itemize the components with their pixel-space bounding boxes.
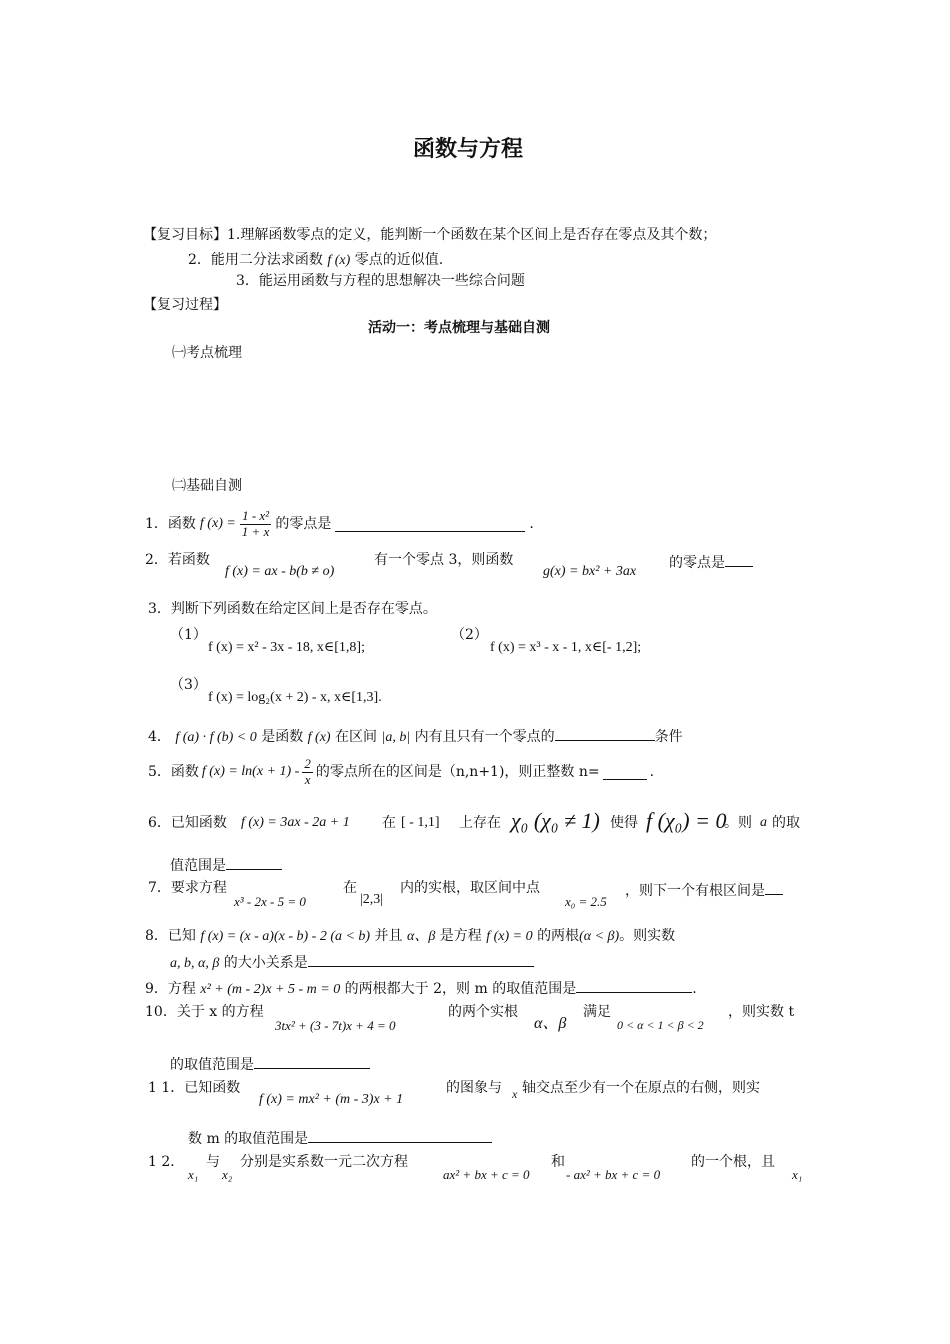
q12-math-4: - ax² + bx + c = 0 — [566, 1167, 661, 1182]
q3-label: 3．判断下列函数在给定区间上是否存在零点。 — [148, 601, 437, 617]
q7-tail — [625, 880, 783, 900]
q7-text-3: ，则下一个有根区间是 — [625, 883, 765, 899]
q11-math-1: f (x) = mx² + (m - 3)x + 1 — [259, 1092, 404, 1107]
q1-end: . — [529, 515, 534, 532]
q3-part-2-label: （2） — [451, 627, 488, 643]
q6-math-2: [ - 1,1] — [401, 815, 440, 830]
goals-line-1: 【复习目标】1.理解函数零点的定义，能判断一个函数在某个区间上是否存在零点及其个数； — [143, 227, 717, 243]
q5-fraction — [302, 757, 313, 788]
q12-math-2: x₂ — [222, 1167, 233, 1182]
q4-math-1: f (a) · f (b) < 0 — [175, 730, 257, 745]
q8-text-2: 是方程 — [439, 928, 482, 944]
q11-text-3: 数 m 的取值范围是 — [188, 1131, 309, 1147]
q8-text-1: 并且 — [374, 928, 403, 944]
q5-text: 的零点所在的区间是（n,n+1)，则正整数 n= — [315, 763, 600, 780]
q11-math-2: x — [512, 1087, 518, 1101]
q6-text-4: 。则 — [724, 815, 752, 831]
q8-answer-blank — [308, 952, 534, 967]
q3-part-3-label: （3） — [170, 677, 207, 693]
q8-text-5: 的大小关系是 — [223, 955, 308, 971]
goals-line-3: 3．能运用函数与方程的思想解决一些综合问题 — [236, 273, 525, 289]
q7-math-3: x₀ = 2.5 — [565, 894, 607, 909]
q8-math-2: α、β — [407, 929, 436, 944]
q12-text-4: 的一个根，且 — [691, 1154, 775, 1170]
q8-math-1: f (x) = (x - a)(x - b) - 2 (a < b) — [200, 929, 371, 944]
q11-text-2: 轴交点至少有一个在原点的右侧，则实 — [522, 1080, 760, 1096]
q9-math: x² + (m - 2)x + 5 - m = 0 — [200, 982, 341, 997]
q12-math-1: x₁ — [188, 1167, 199, 1182]
q3-part-2-math: f (x) = x³ - x - 1, x∈[- 1,2]; — [490, 640, 642, 655]
q7-text-1: 在 — [343, 880, 357, 896]
section-heading-1: ㈠考点梳理 — [172, 345, 242, 361]
q9-text: 的两根都大于 2，则 m 的取值范围是 — [344, 981, 577, 997]
q6-math-3: χ₀ (χ₀ ≠ 1) — [511, 808, 600, 833]
q1-answer-blank — [335, 517, 525, 532]
q1-math: f (x) = — [199, 515, 236, 531]
q2-math-2: g(x) = bx² + 3ax — [543, 564, 637, 579]
q7-math-2: |2,3| — [360, 892, 384, 907]
q8-text-4: 。则实数 — [619, 928, 676, 944]
activity-heading: 活动一：考点梳理与基础自测 — [368, 320, 550, 336]
q2-tail-text: 的零点是 — [669, 555, 725, 571]
q11-label: 1 1．已知函数 — [148, 1080, 241, 1096]
q2-math-1: f (x) = ax - b(b ≠ o) — [225, 564, 335, 579]
q6-text-3: 使得 — [610, 815, 638, 831]
q6-math-1: f (x) = 3ax - 2a + 1 — [241, 815, 350, 830]
q9-answer-blank — [576, 978, 692, 993]
q5-math: f (x) = ln(x + 1) - — [201, 763, 300, 779]
q5-answer-blank — [603, 765, 647, 780]
q1-numerator: 1 - x² — [242, 507, 270, 523]
q5-label: 5．函数 — [148, 763, 199, 780]
q6-text-1: 在 — [382, 815, 396, 831]
q7-text-2: 内的实根，取区间中点 — [400, 880, 540, 896]
q11-text-1: 的图象与 — [446, 1080, 502, 1096]
q6-math-4: f (χ₀) = 0 — [646, 808, 727, 833]
q8-label: 8．已知 — [145, 928, 196, 944]
q4-label: 4． — [148, 729, 171, 745]
q7-math-1: x³ - 2x - 5 = 0 — [234, 894, 306, 909]
q10-math-3: 0 < α < 1 < β < 2 — [617, 1018, 704, 1032]
q12-text-2: 分别是实系数一元二次方程 — [240, 1154, 408, 1170]
q10-text-4: 的取值范围是 — [170, 1057, 254, 1073]
q2-tail — [669, 552, 753, 572]
q6-line-2 — [170, 855, 282, 875]
q11-line-2 — [188, 1128, 492, 1148]
question-8 — [145, 928, 675, 946]
q4-text-3: 内有且只有一个零点的 — [414, 729, 555, 745]
question-5 — [148, 752, 654, 792]
process-heading: 【复习过程】 — [143, 297, 227, 313]
q10-math-1: 3tx² + (3 - 7t)x + 4 = 0 — [275, 1018, 396, 1033]
q3-part-1-label: （1） — [170, 627, 207, 643]
q9-end: . — [692, 981, 697, 997]
q7-answer-blank — [765, 880, 783, 895]
q6-answer-blank — [226, 855, 282, 870]
q4-text-1: 是函数 — [261, 729, 304, 745]
q12-math-5: x₁ — [792, 1167, 803, 1182]
q6-text-6: 值范围是 — [170, 858, 226, 874]
q12-text-1: 与 — [206, 1154, 220, 1170]
q5-denominator: x — [304, 771, 311, 787]
q7-label: 7．要求方程 — [148, 880, 227, 896]
q1-label: 1．函数 — [145, 515, 196, 532]
q10-label: 10．关于 x 的方程 — [145, 1004, 264, 1020]
q4-answer-blank — [555, 726, 655, 741]
section-heading-2: ㈡基础自测 — [172, 478, 242, 494]
q2-answer-blank — [725, 552, 753, 567]
q12-math-3: ax² + bx + c = 0 — [443, 1167, 530, 1182]
q10-line-2 — [170, 1054, 370, 1074]
q4-math-3: |a, b| — [381, 730, 411, 745]
q8-math-5: a, b, α, β — [170, 956, 220, 971]
q6-text-5: 的取 — [772, 815, 800, 831]
q8-line-2 — [170, 952, 534, 973]
q1-denominator: 1 + x — [241, 523, 270, 539]
q9-label: 9．方程 — [145, 981, 196, 997]
q3-part-3-math: f (x) = log₂(x + 2) - x, x∈[1,3]. — [208, 690, 382, 705]
q2-label: 2．若函数 — [145, 552, 210, 568]
question-4 — [148, 726, 683, 747]
q1-text: 的零点是 — [275, 515, 332, 532]
q10-text-3: ，则实数 t — [728, 1004, 795, 1020]
q12-label: 1 2． — [148, 1154, 185, 1170]
question-1 — [145, 504, 534, 544]
q8-math-3: f (x) = 0 — [486, 929, 533, 944]
q10-text-1: 的两个实根 — [448, 1004, 518, 1020]
q10-answer-blank — [254, 1054, 370, 1069]
page-title: 函数与方程 — [413, 136, 524, 162]
q8-math-4: (α < β) — [579, 929, 620, 944]
q10-math-2: α、β — [534, 1015, 567, 1032]
q12-text-3: 和 — [551, 1154, 565, 1170]
goals-line-2-tail: 零点的近似值. — [354, 252, 444, 268]
q6-math-5: a — [760, 815, 767, 830]
q6-text-2: 上存在 — [459, 815, 501, 831]
q2-text: 有一个零点 3，则函数 — [374, 552, 514, 568]
q6-label: 6．已知函数 — [148, 815, 227, 831]
q5-numerator: 2 — [304, 755, 311, 771]
goals-line-2 — [188, 252, 443, 270]
q4-text-2: 在区间 — [335, 729, 378, 745]
q4-math-2: f (x) — [307, 730, 331, 745]
question-9 — [145, 978, 697, 999]
q4-text-4: 条件 — [654, 729, 683, 745]
goals-line-2-text: 2．能用二分法求函数 — [188, 252, 323, 268]
q8-text-3: 的两根 — [537, 928, 580, 944]
q11-answer-blank — [308, 1128, 492, 1143]
goals-line-2-math: f (x) — [327, 253, 351, 268]
q5-end: . — [649, 763, 655, 780]
q10-text-2: 满足 — [583, 1004, 611, 1020]
q1-fraction — [240, 509, 272, 540]
q3-part-1-math: f (x) = x² - 3x - 18, x∈[1,8]; — [208, 640, 365, 655]
